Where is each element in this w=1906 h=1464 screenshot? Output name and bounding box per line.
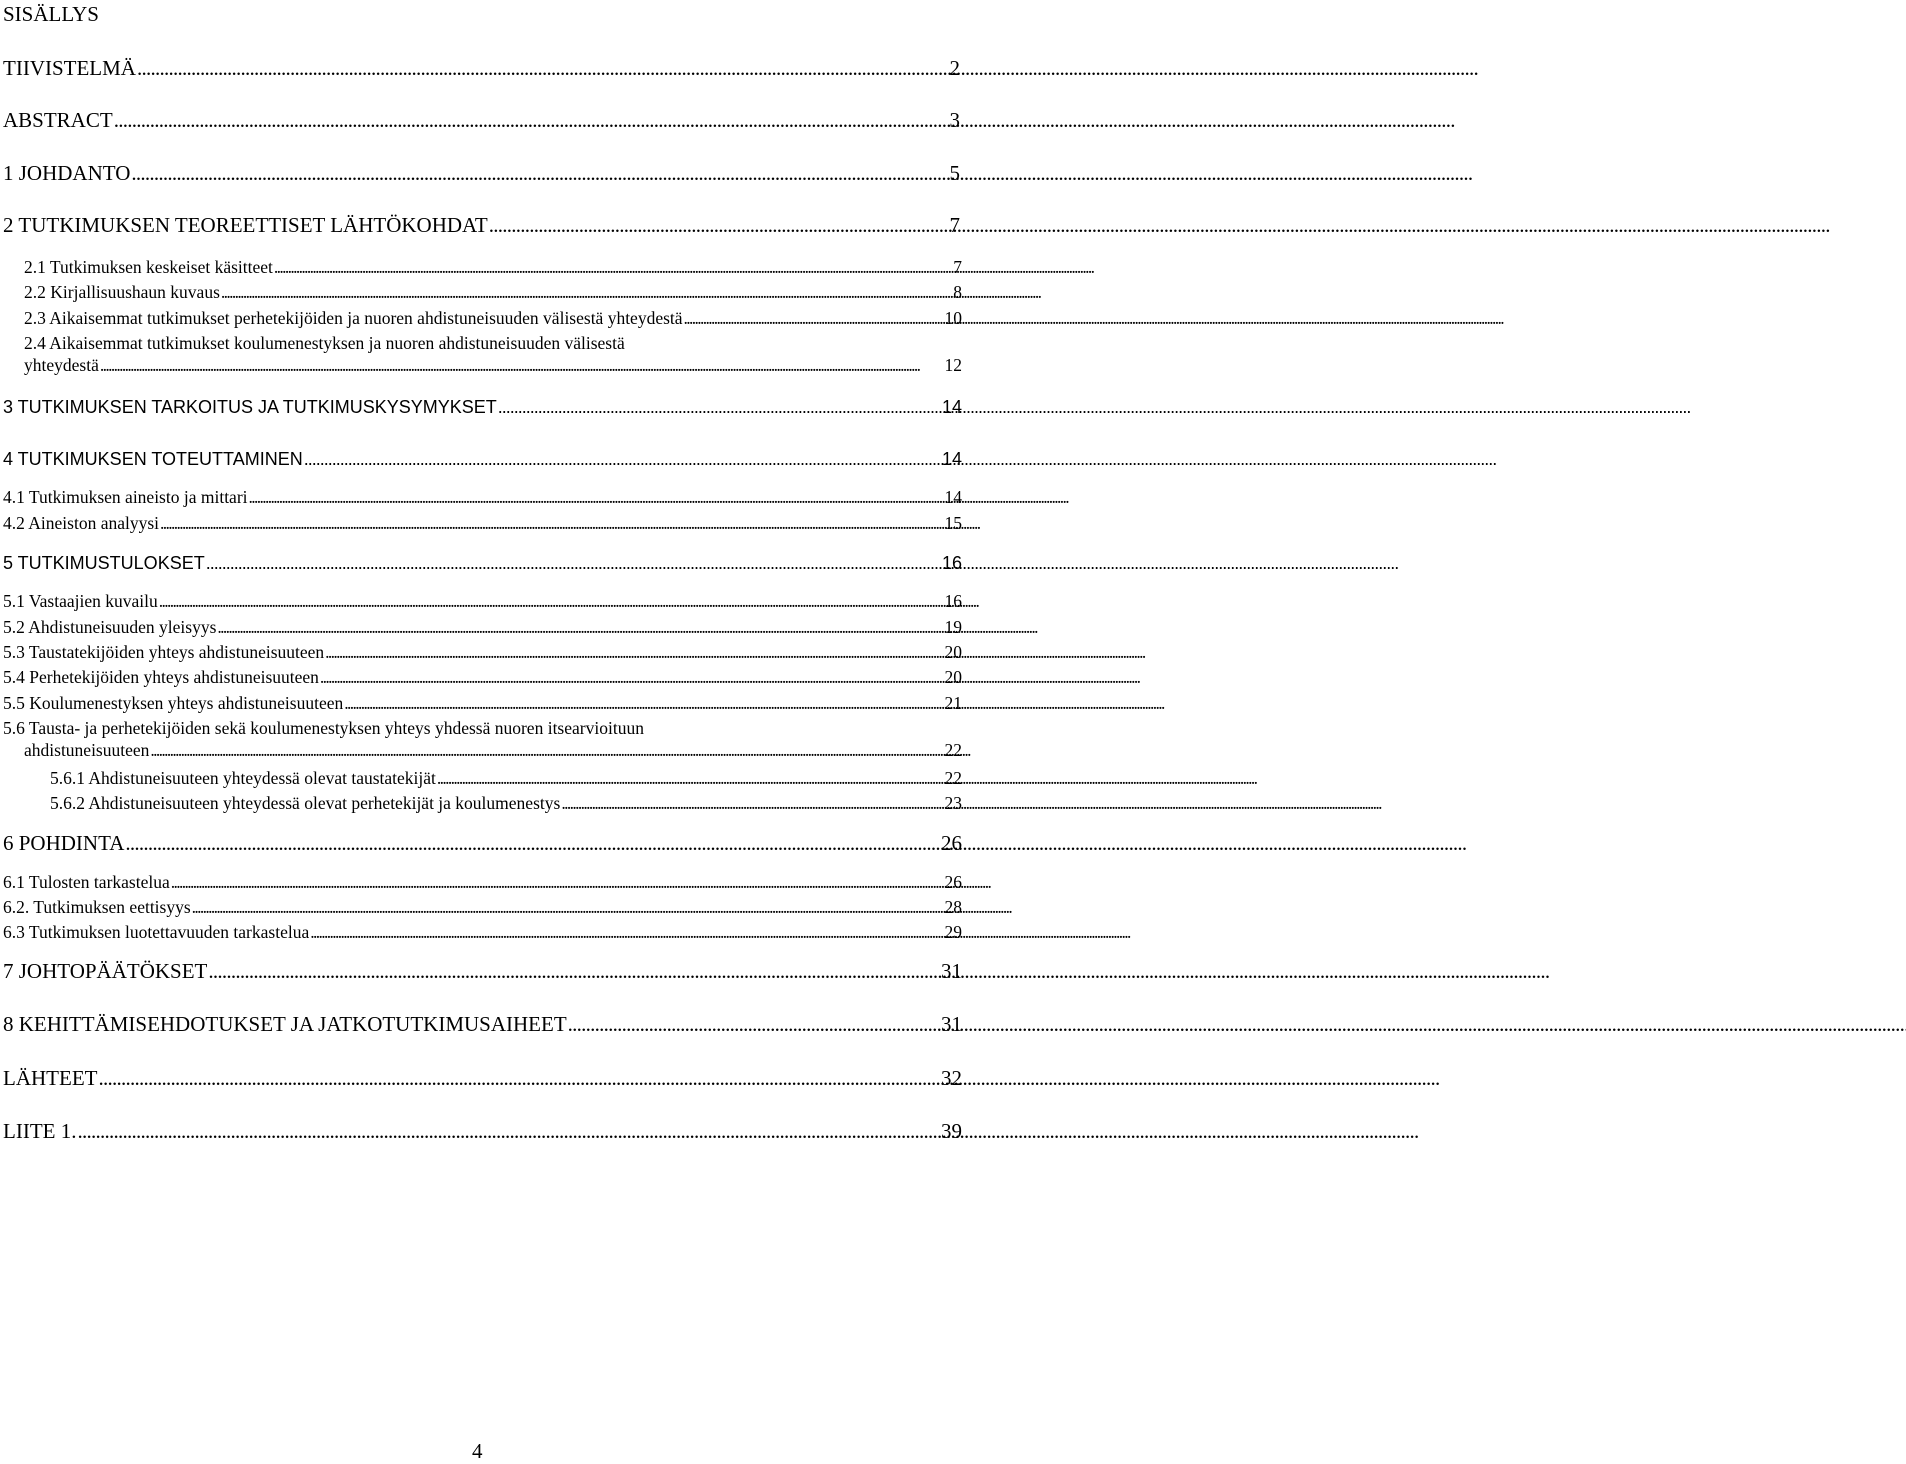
- toc-page-number: 23: [944, 793, 962, 813]
- toc-entry-title: 2.2 Kirjallisuushaun kuvaus: [24, 282, 220, 302]
- toc-entry-2-3[interactable]: [24, 307, 962, 329]
- dot-leader: [192, 896, 944, 918]
- dot-leader: [77, 1118, 940, 1144]
- toc-page-number: 7: [949, 213, 960, 237]
- toc-page-number: 21: [944, 693, 962, 713]
- toc-entry-title-line1: 5.6 Tausta- ja perhetekijöiden sekä koulumenestyksen yhteys yhdessä nuoren itsearvioituun: [3, 718, 644, 738]
- dot-leader: [320, 666, 944, 688]
- toc-page-number: 10: [944, 308, 962, 328]
- toc-entry-4-1[interactable]: [3, 486, 962, 508]
- dot-leader: [249, 486, 944, 508]
- toc-entry-title: 6.3 Tutkimuksen luotettavuuden tarkastelua: [3, 922, 310, 942]
- toc-page-number: 31: [941, 959, 962, 983]
- toc-page-number: 26: [944, 872, 962, 892]
- dot-leader: [206, 550, 941, 576]
- toc-page-number: 7: [953, 257, 962, 277]
- dot-leader: [684, 307, 944, 329]
- page-number: 4: [472, 1439, 483, 1463]
- toc-entry-title: 5.3 Taustatekijöiden yhteys ahdistuneisuuteen: [3, 642, 325, 662]
- toc-entry-title: TIIVISTELMÄ: [3, 56, 136, 80]
- toc-page-number: 8: [953, 282, 962, 302]
- toc-entry-title: 8 KEHITTÄMISEHDOTUKSET JA JATKOTUTKIMUSAIHEET: [3, 1012, 567, 1036]
- toc-entry-title-line2: yhteydestä: [24, 355, 99, 375]
- dot-leader: [137, 55, 949, 81]
- dot-leader: [217, 616, 943, 638]
- dot-leader: [100, 354, 944, 376]
- toc-entry-title: 3 TUTKIMUKSEN TARKOITUS JA TUTKIMUSKYSYMYKSET: [3, 397, 497, 417]
- toc-entry-tarkoitus[interactable]: [3, 394, 962, 420]
- toc-entry-title: 4.2 Aineiston analyysi: [3, 513, 160, 533]
- toc-entry-title: 5.1 Vastaajien kuvailu: [3, 591, 158, 611]
- toc-entry-tutkimustulokset[interactable]: [3, 550, 962, 576]
- toc-entry-6-1[interactable]: [3, 871, 962, 893]
- toc-page-number: 20: [944, 667, 962, 687]
- toc-entry-liite-1[interactable]: [3, 1118, 962, 1144]
- toc-entry-2-2[interactable]: [24, 281, 962, 303]
- dot-leader: [171, 871, 944, 893]
- toc-page-number: 29: [944, 922, 962, 942]
- toc-page-number: 14: [944, 487, 962, 507]
- dot-leader: [98, 1065, 940, 1091]
- toc-entry-5-6[interactable]: [3, 717, 962, 761]
- toc-entry-title-line1: 2.4 Aikaisemmat tutkimukset koulumenestyksen ja nuoren ahdistuneisuuden välisestä: [24, 333, 625, 353]
- toc-page-number: 31: [941, 1012, 962, 1036]
- dot-leader: [150, 739, 943, 761]
- toc-entry-5-6-1[interactable]: [50, 767, 962, 789]
- toc-page-number: 2: [949, 56, 960, 80]
- toc-entry-5-6-2[interactable]: [50, 792, 962, 814]
- dot-leader: [498, 394, 941, 420]
- dot-leader: [159, 590, 944, 612]
- dot-leader: [310, 921, 943, 943]
- toc-entry-title: LÄHTEET: [3, 1066, 98, 1090]
- toc-page-number: 39: [941, 1119, 962, 1143]
- dot-leader: [125, 830, 940, 856]
- dot-leader: [568, 1011, 940, 1037]
- toc-entry-title: 5.4 Perhetekijöiden yhteys ahdistuneisuuteen: [3, 667, 319, 687]
- toc-entry-title: 4.1 Tutkimuksen aineisto ja mittari: [3, 487, 248, 507]
- toc-entry-abstract[interactable]: [3, 107, 960, 133]
- toc-entry-johdanto[interactable]: [3, 160, 960, 186]
- dot-leader: [208, 958, 940, 984]
- toc-entry-title: 2.1 Tutkimuksen keskeiset käsitteet: [24, 257, 273, 277]
- toc-entry-2-4[interactable]: [24, 332, 962, 376]
- dot-leader: [114, 107, 949, 133]
- toc-entry-title: LIITE 1.: [3, 1119, 77, 1143]
- toc-entry-6-3[interactable]: [3, 921, 962, 943]
- toc-page-number: 14: [941, 397, 962, 417]
- toc-entry-5-1[interactable]: [3, 590, 962, 612]
- toc-entry-title-line2: ahdistuneisuuteen: [24, 740, 150, 760]
- toc-entry-2-4-continuation: [24, 354, 962, 376]
- toc-entry-2-1[interactable]: [24, 256, 962, 278]
- toc-entry-5-4[interactable]: [3, 666, 962, 688]
- toc-entry-5-3[interactable]: [3, 641, 962, 663]
- toc-page-number: 22: [944, 768, 962, 788]
- toc-entry-title: 6 POHDINTA: [3, 831, 125, 855]
- toc-entry-title: ABSTRACT: [3, 108, 113, 132]
- toc-entry-6-2[interactable]: [3, 896, 962, 918]
- dot-leader: [304, 446, 941, 472]
- dot-leader: [131, 160, 948, 186]
- toc-entry-title: 2 TUTKIMUKSEN TEOREETTISET LÄHTÖKOHDAT: [3, 213, 488, 237]
- dot-leader: [160, 512, 943, 534]
- dot-leader: [489, 212, 949, 238]
- dot-leader: [561, 792, 943, 814]
- dot-leader: [437, 767, 944, 789]
- toc-page-number: 5: [949, 161, 960, 185]
- toc-entry-lahtokohdat[interactable]: [3, 212, 960, 238]
- toc-entry-5-6-continuation: [24, 739, 962, 761]
- toc-entry-title: 7 JOHTOPÄÄTÖKSET: [3, 959, 208, 983]
- dot-leader: [344, 692, 943, 714]
- toc-page-number: 16: [941, 553, 962, 573]
- toc-page-number: 16: [944, 591, 962, 611]
- toc-entry-lahteet[interactable]: [3, 1065, 962, 1091]
- toc-page-number: 14: [941, 449, 962, 469]
- toc-entry-title: 2.3 Aikaisemmat tutkimukset perhetekijöiden ja nuoren ahdistuneisuuden välisestä yhteydestä: [24, 308, 683, 328]
- toc-entry-title: 1 JOHDANTO: [3, 161, 131, 185]
- toc-entry-pohdinta[interactable]: [3, 830, 962, 856]
- toc-page-number: 3: [949, 108, 960, 132]
- toc-entry-title: 5.5 Koulumenestyksen yhteys ahdistuneisuuteen: [3, 693, 344, 713]
- dot-leader: [325, 641, 943, 663]
- toc-entry-title: 4 TUTKIMUKSEN TOTEUTTAMINEN: [3, 449, 303, 469]
- page-title: SISÄLLYS: [3, 2, 99, 26]
- toc-entry-tiivistelma[interactable]: [3, 55, 960, 81]
- dot-leader: [274, 256, 952, 278]
- toc-entry-kehittamisehdotukset[interactable]: [3, 1011, 962, 1037]
- toc-entry-title: 6.1 Tulosten tarkastelua: [3, 872, 170, 892]
- toc-entry-title: 6.2. Tutkimuksen eettisyys: [3, 897, 191, 917]
- toc-entry-toteuttaminen[interactable]: [3, 446, 962, 472]
- toc-page-number: 32: [941, 1066, 962, 1090]
- toc-page-number: 22: [944, 740, 962, 760]
- toc-page-number: 20: [944, 642, 962, 662]
- toc-entry-5-2[interactable]: [3, 616, 962, 638]
- toc-entry-title: 5 TUTKIMUSTULOKSET: [3, 553, 205, 573]
- toc-entry-johtopaatokset[interactable]: [3, 958, 962, 984]
- toc-entry-5-5[interactable]: [3, 692, 962, 714]
- dot-leader: [221, 281, 952, 303]
- toc-page-number: 15: [944, 513, 962, 533]
- toc-entry-title: 5.6.1 Ahdistuneisuuteen yhteydessä olevat taustatekijät: [50, 768, 436, 788]
- toc-entry-4-2[interactable]: [3, 512, 962, 534]
- toc-entry-title: 5.6.2 Ahdistuneisuuteen yhteydessä olevat perhetekijät ja koulumenestys: [50, 793, 561, 813]
- toc-page-number: 19: [944, 617, 962, 637]
- toc-page-number: 28: [944, 897, 962, 917]
- toc-entry-title: 5.2 Ahdistuneisuuden yleisyys: [3, 617, 217, 637]
- toc-page-number: 12: [944, 355, 962, 375]
- toc-page-number: 26: [941, 831, 962, 855]
